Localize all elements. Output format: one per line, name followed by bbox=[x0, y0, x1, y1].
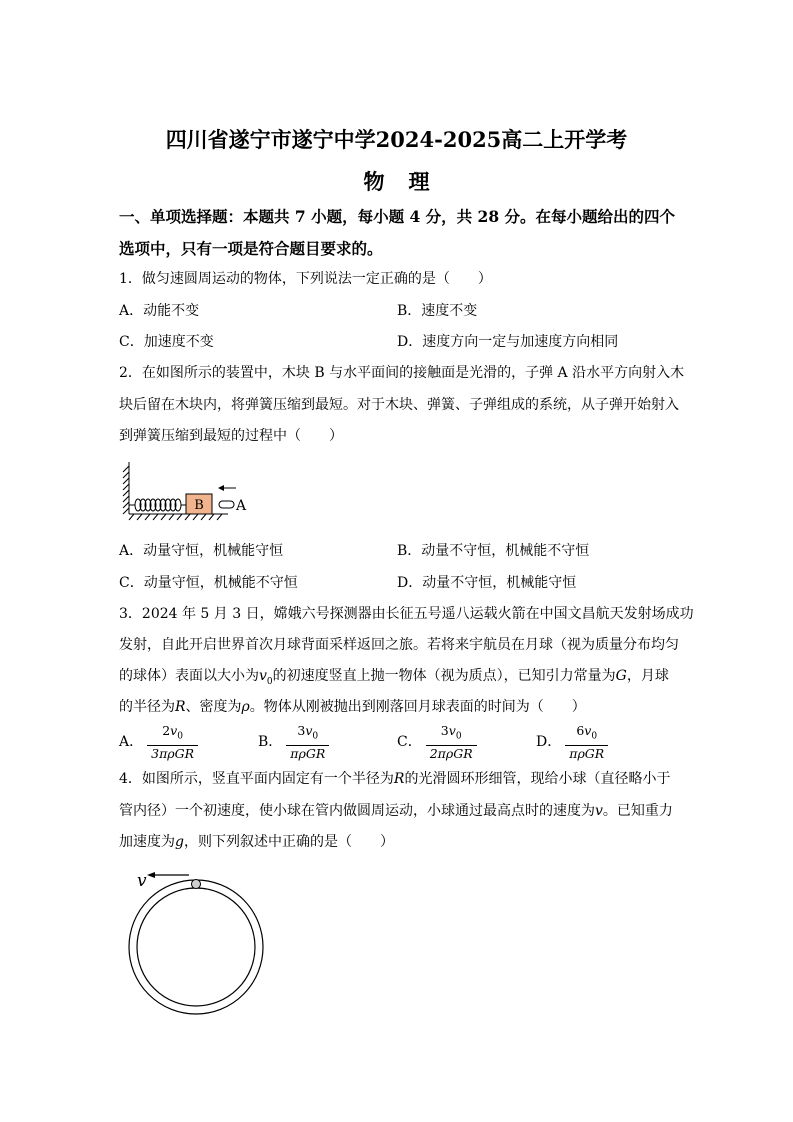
q1-option-a: A．动能不变 bbox=[119, 303, 200, 319]
exam-title: 四川省遂宁市遂宁中学2024-2025高二上开学考 bbox=[165, 127, 628, 152]
tube-inner-circle bbox=[137, 888, 255, 1006]
q3-option-d: D． $\frac{6v_0}{\text{πρGR}}$ bbox=[536, 723, 608, 761]
velocity-label: v bbox=[137, 871, 147, 891]
q3-stem-line2: 发射，自此开启世界首次月球背面采样返回之旅。若将来宇航员在月球（视为质量分布均匀 bbox=[119, 637, 679, 653]
q4-stem-line3: 加速度为g，则下列叙述中正确的是（ ） bbox=[119, 834, 394, 850]
q2-option-a: A．动量守恒，机械能守恒 bbox=[119, 543, 284, 559]
subject-title: 物理 bbox=[363, 169, 454, 194]
q3-stem-line1: 3．2024 年 5 月 3 日，嫦娥六号探测器由长征五号遥八运载火箭在中国文昌航天发射场成功 bbox=[119, 606, 694, 622]
q4-circular-tube-figure bbox=[125, 864, 275, 1016]
q2-option-c: C．动量守恒，机械能不守恒 bbox=[119, 575, 298, 591]
q3-option-b: B． $\frac{3v_0}{\text{πρGR}}$ bbox=[258, 723, 329, 761]
wall-hatching bbox=[123, 466, 129, 514]
q4-stem-line1: 4．如图所示，竖直平面内固定有一个半径为R的光滑圆环形细管，现给小球（直径略小于 bbox=[119, 771, 671, 787]
velocity-arrow-icon bbox=[147, 872, 189, 878]
ball bbox=[192, 880, 201, 889]
q1-stem: 1．做匀速圆周运动的物体，下列说法一定正确的是（ ） bbox=[119, 271, 492, 287]
q1-option-b: B．速度不变 bbox=[397, 303, 478, 319]
tube-outer-circle bbox=[129, 880, 263, 1014]
q4-stem-line2: 管内径）一个初速度，使小球在管内做圆周运动，小球通过最高点时的速度为v。已知重力 bbox=[119, 803, 673, 819]
q3-option-a: A． $\frac{2v_0}{\text{3πρGR}}$ bbox=[119, 723, 198, 761]
section-heading-line1: 一、单项选择题：本题共 7 小题，每小题 4 分，共 28 分。在每小题给出的四个 bbox=[119, 207, 676, 226]
q2-spring-block-figure bbox=[118, 458, 258, 526]
q2-option-b: B．动量不守恒，机械能不守恒 bbox=[397, 543, 590, 559]
q3-stem-line3: 的球体）表面以大小为$v_0$的初速度竖直上抛一物体（视为质点），已知引力常量为G，月球 bbox=[119, 668, 669, 687]
q1-option-d: D．速度方向一定与加速度方向相同 bbox=[397, 334, 619, 350]
q1-option-c: C．加速度不变 bbox=[119, 334, 214, 350]
section-heading-line2: 选项中，只有一项是符合题目要求的。 bbox=[119, 239, 383, 258]
velocity-arrow-icon bbox=[218, 485, 236, 491]
q2-stem-line1: 2．在如图所示的装置中，木块 B 与水平面间的接触面是光滑的，子弹 A 沿水平方向射入木 bbox=[119, 365, 685, 381]
q3-stem-line4: 的半径为R、密度为ρ。物体从刚被抛出到刚落回月球表面的时间为（ ） bbox=[119, 699, 586, 715]
bullet-a-label: A bbox=[236, 498, 247, 514]
q2-option-d: D．动量不守恒，机械能守恒 bbox=[397, 575, 577, 591]
spring bbox=[129, 499, 186, 511]
bullet-a bbox=[219, 501, 234, 508]
floor-hatching bbox=[129, 514, 222, 520]
q2-stem-line3: 到弹簧压缩到最短的过程中（ ） bbox=[119, 428, 343, 444]
q3-option-c: C． $\frac{3v_0}{\text{2πρGR}}$ bbox=[397, 723, 477, 761]
q2-stem-line2: 块后留在木块内，将弹簧压缩到最短。对于木块、弹簧、子弹组成的系统，从子弹开始射入 bbox=[119, 397, 679, 413]
block-b-label: B bbox=[194, 498, 204, 513]
